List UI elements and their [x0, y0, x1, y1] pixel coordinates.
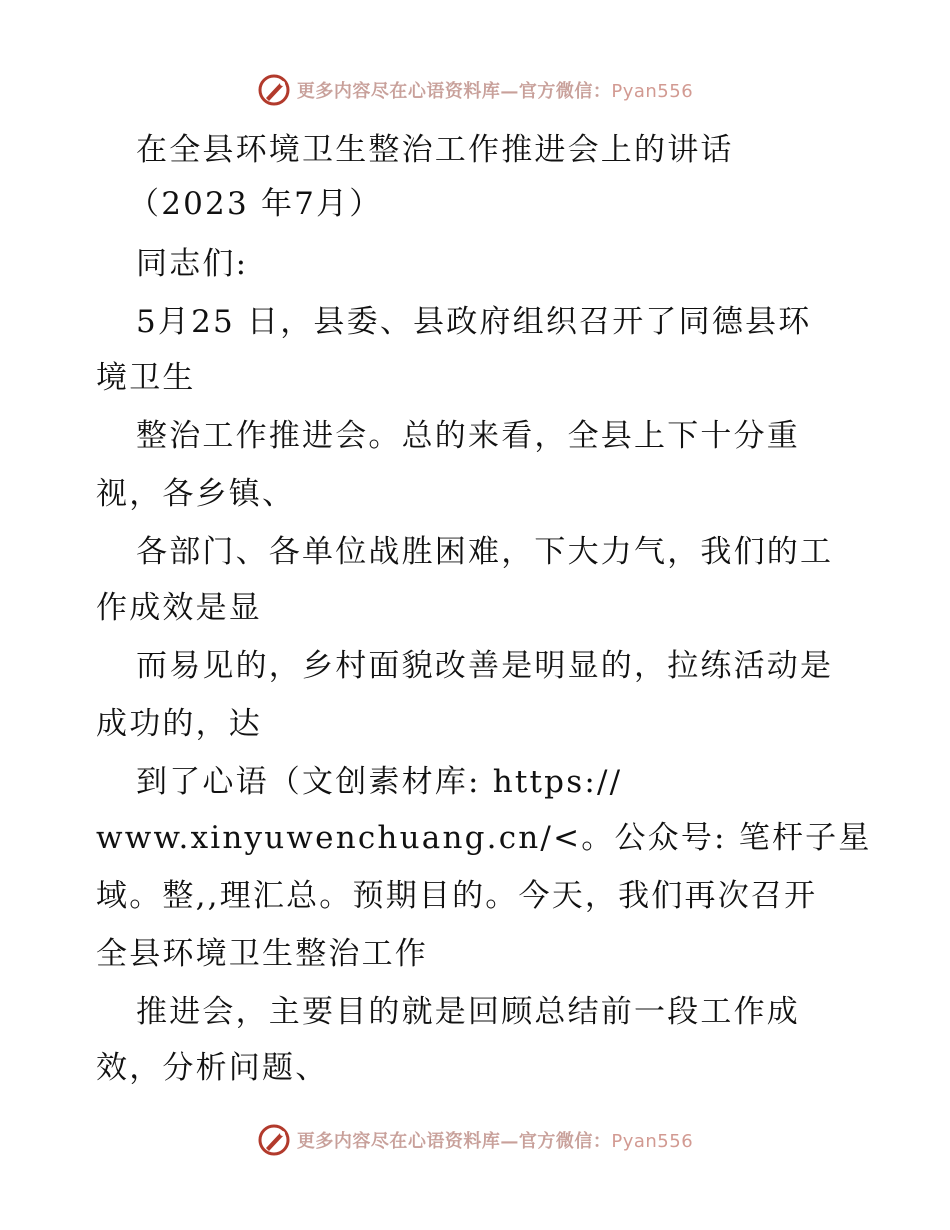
paragraph-line: 而易见的，乡村面貌改善是明显的，拉练活动是: [136, 648, 834, 684]
document-date: （2023 年7月）: [128, 186, 383, 222]
document-salutation: 同志们:: [136, 246, 249, 282]
paragraph-line: 各部门、各单位战胜困难，下大力气，我们的工: [136, 534, 834, 570]
pen-logo-icon: [257, 73, 291, 107]
paragraph-line: 成功的，达: [96, 706, 262, 742]
footer-watermark-wechat: Pyan556: [611, 1131, 694, 1152]
paragraph-line: 推进会，主要目的就是回顾总结前一段工作成: [136, 994, 800, 1030]
paragraph-line: 整治工作推进会。总的来看，全县上下十分重: [136, 418, 800, 454]
paragraph-line: 到了心语（文创素材库: https://: [136, 764, 623, 800]
paragraph-line: www.xinyuwenchuang.cn/<。公众号: 笔杆子星: [96, 820, 872, 856]
paragraph-line: 效，分析问题、: [96, 1050, 329, 1086]
paragraph-line: 境卫生: [96, 360, 196, 396]
pen-logo-icon: [257, 1123, 291, 1157]
header-watermark-label: 更多内容尽在心语资料库—官方微信：: [296, 81, 612, 102]
footer-watermark-label: 更多内容尽在心语资料库—官方微信：: [296, 1131, 612, 1152]
paragraph-line: 作成效是显: [96, 590, 262, 626]
paragraph-line: 5月25 日，县委、县政府组织召开了同德县环: [136, 304, 812, 340]
header-watermark-wechat: Pyan556: [611, 81, 694, 102]
paragraph-line: 视，各乡镇、: [96, 476, 296, 512]
header-watermark-inner: [257, 73, 693, 107]
header-watermark: [0, 70, 950, 110]
footer-watermark-inner: [257, 1123, 693, 1157]
document-title: 在全县环境卫生整治工作推进会上的讲话: [136, 132, 734, 168]
paragraph-line: 域。整,,理汇总。预期目的。今天，我们再次召开: [96, 878, 818, 914]
header-watermark-text: [297, 77, 693, 103]
footer-watermark: [0, 1120, 950, 1160]
footer-watermark-text: [297, 1127, 693, 1153]
paragraph-line: 全县环境卫生整治工作: [96, 936, 428, 972]
